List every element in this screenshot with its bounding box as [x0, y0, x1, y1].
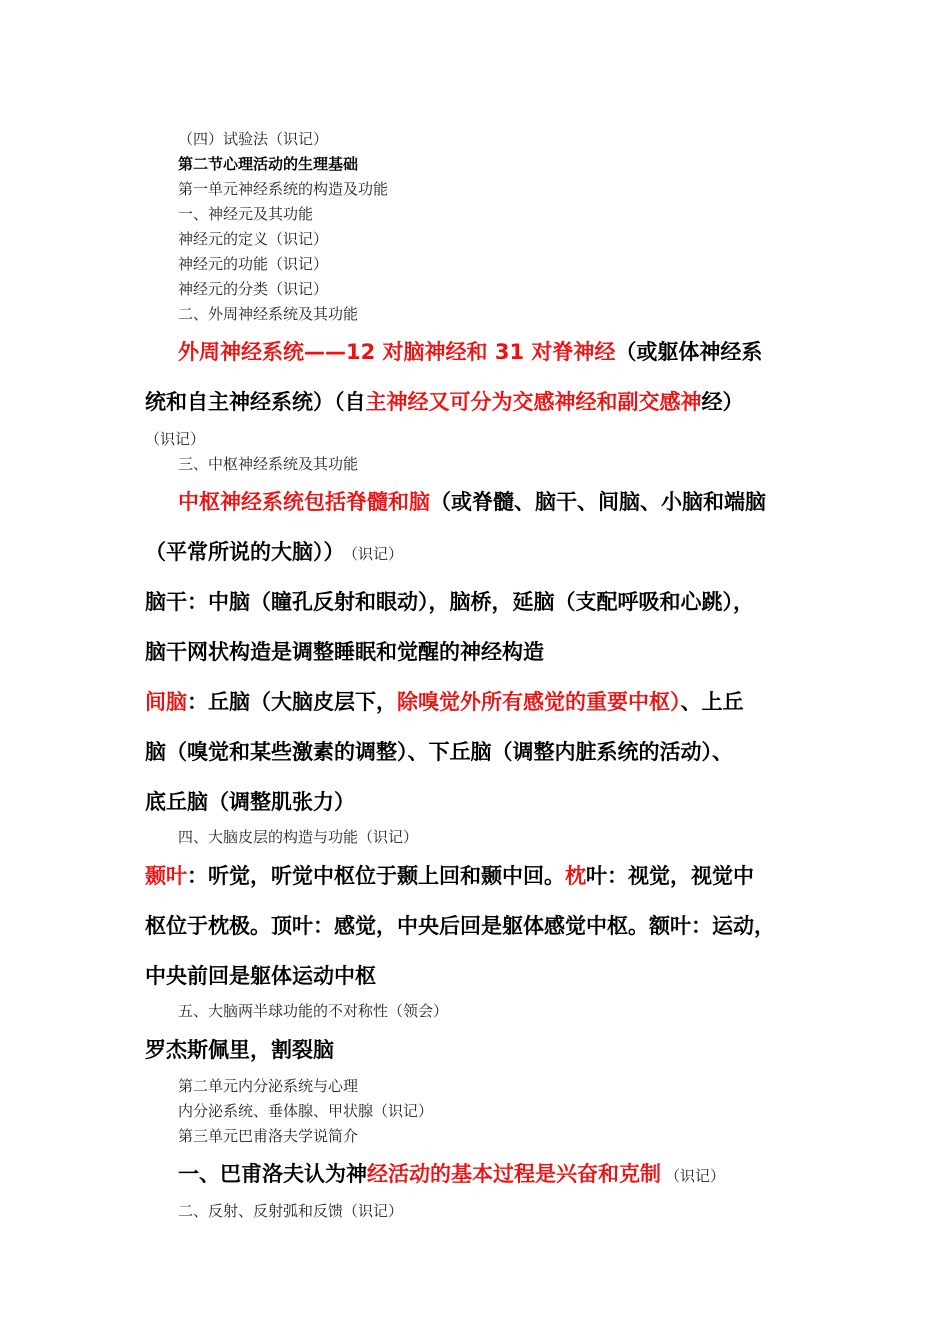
list-item: 神经元的功能（识记）: [178, 255, 329, 273]
list-item: 神经元的定义（识记）: [178, 230, 329, 248]
paragraph-line: [145, 860, 754, 890]
highlight-text: 除嗅觉外所有感觉的重要中枢）: [397, 690, 681, 714]
unit-title: 第三单元巴甫洛夫学说简介: [178, 1127, 359, 1145]
paragraph-line: 脑干：中脑（瞳孔反射和眼动），脑桥，延脑（支配呼吸和心跳），: [145, 590, 754, 614]
body-text: ：丘脑（大脑皮层下，: [187, 690, 397, 714]
body-text: （或躯体神经系: [615, 340, 763, 364]
list-item: 神经元的分类（识记）: [178, 280, 329, 298]
body-text: 叶：视觉，视觉中: [586, 864, 754, 888]
paragraph-line: 中央前回是躯体运动中枢: [145, 964, 376, 988]
paragraph-line: 罗杰斯佩里，割裂脑: [145, 1038, 334, 1062]
note-text: （识记）: [350, 545, 404, 563]
note-text: （识记）: [145, 430, 206, 448]
paragraph-line: 脑（嗅觉和某些激素的调整）、下丘脑（调整内脏系统的活动）、: [145, 740, 733, 764]
body-text: （或脊髓、脑干、间脑、小脑和端脑: [430, 490, 766, 514]
body-text: ：听觉，听觉中枢位于颞上回和颞中回。: [187, 864, 565, 888]
body-text: 经）: [701, 390, 744, 414]
paragraph-line: [145, 386, 744, 416]
paragraph-line: [178, 336, 762, 366]
body-text: 一、巴甫洛夫认为神: [178, 1162, 367, 1186]
paragraph-line: 底丘脑（调整肌张力）: [145, 790, 355, 814]
body-text: 、上丘: [680, 690, 744, 714]
unit-title: 第二单元内分泌系统与心理: [178, 1077, 359, 1095]
highlight-text: 颞叶: [145, 864, 187, 888]
highlight-text: 经活动的基本过程是兴奋和克制: [367, 1162, 661, 1186]
paragraph-line: [145, 686, 744, 716]
section-title: 第二节心理活动的生理基础: [178, 155, 359, 173]
highlight-text: 中枢神经系统包括脊髓和脑: [178, 490, 430, 514]
highlight-text: 主神经又可分为交感神经和副交感神: [365, 390, 702, 414]
unit-title: 第一单元神经系统的构造及功能: [178, 180, 389, 198]
paragraph-line: [145, 536, 403, 566]
subheading-neuron: 一、神经元及其功能: [178, 205, 314, 223]
paragraph-line: [178, 486, 766, 516]
highlight-text: 外周神经系统——12 对脑神经和 31 对脊神经: [178, 340, 616, 364]
body-text: （平常所说的大脑））: [145, 540, 345, 564]
highlight-text: 间脑: [145, 690, 187, 714]
subheading-reflex: 二、反射、反射弧和反馈（识记）: [178, 1202, 404, 1220]
highlight-text: 枕: [565, 864, 586, 888]
paragraph-line: 脑干网状构造是调整睡眠和觉醒的神经构造: [145, 640, 544, 664]
subheading-cortex: 四、大脑皮层的构造与功能（识记）: [178, 828, 419, 846]
subheading-peripheral: 二、外周神经系统及其功能: [178, 305, 359, 323]
paragraph-line: [178, 1158, 725, 1188]
heading-test-method: （四）试验法（识记）: [178, 130, 329, 148]
subheading-asymmetry: 五、大脑两半球功能的不对称性（领会）: [178, 1002, 449, 1020]
list-item: 内分泌系统、垂体腺、甲状腺（识记）: [178, 1102, 434, 1120]
paragraph-line: 枢位于枕极。顶叶：感觉，中央后回是躯体感觉中枢。额叶：运动，: [145, 914, 775, 938]
body-text: 统和自主神经系统）（自: [145, 390, 366, 414]
note-text: （识记）: [665, 1167, 726, 1185]
subheading-central: 三、中枢神经系统及其功能: [178, 455, 359, 473]
